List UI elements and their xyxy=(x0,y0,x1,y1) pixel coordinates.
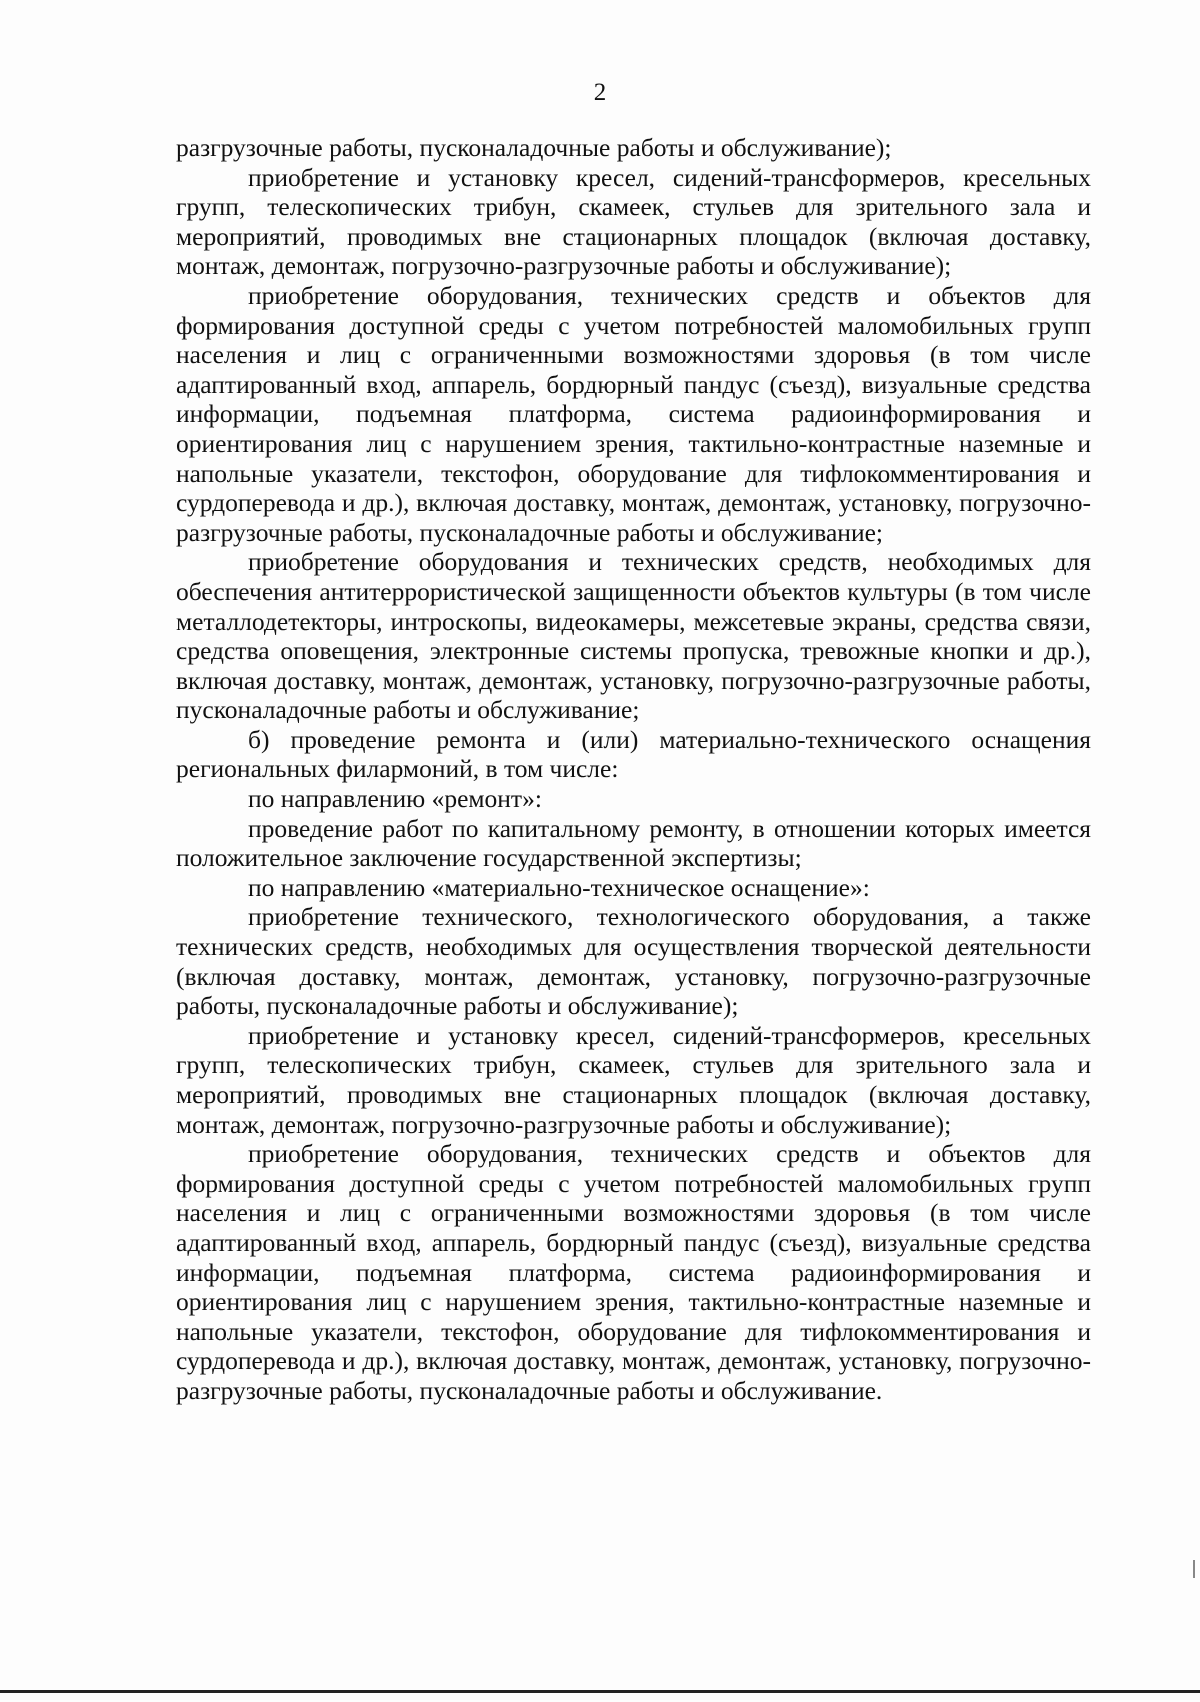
paragraph-subsection-b: б) проведение ремонта и (или) материально-технического оснащения региональных филармоний, в том числе: xyxy=(176,724,1091,784)
paragraph-direction-heading: по направлению «материально-техническое оснащение»: xyxy=(248,872,870,902)
paragraph-continuation: разгрузочные работы, пусконаладочные работы и обслуживание); xyxy=(176,133,892,162)
paragraph: приобретение технического, технологического оборудования, а также технических средств, необходимых для осуществления творческой деятельности (включая доставку, монтаж, демонтаж, установку, погрузочно-разгрузочные работы, пусконаладочные работы и обслуживание); xyxy=(176,902,1091,1021)
paragraph: приобретение оборудования, технических средств и объектов для формирования доступной среды с учетом потребностей маломобильных групп населения и лиц с ограниченными возможностями здоровья (в том числе адаптированный вход, аппарель, бордюрный пандус (съезд), визуальные средства информации, подъемная платформа, система радиоинформирования и ориентирования лиц с нарушением зрения, тактильно-контрастные наземные и напольные указатели, текстофон, оборудование для тифлокомментирования и сурдоперевода и др.), включая доставку, монтаж, демонтаж, установку, погрузочно-разгрузочные работы, пусконаладочные работы и обслуживание; xyxy=(176,280,1091,547)
paragraph-direction-heading: по направлению «ремонт»: xyxy=(248,784,542,814)
paragraph: приобретение и установку кресел, сидений-трансформеров, кресельных групп, телескопических трибун, скамеек, стульев для зрительного зала и мероприятий, проводимых вне стационарных площадок (включая доставку, монтаж, демонтаж, погрузочно-разгрузочные работы и обслуживание); xyxy=(176,162,1091,281)
page-number: 2 xyxy=(593,79,607,106)
bottom-scan-edge xyxy=(0,1690,1200,1693)
paragraph: проведение работ по капитальному ремонту, в отношении которых имеется положительное заключение государственной экспертизы; xyxy=(176,813,1091,873)
scan-artifact-mark xyxy=(1193,1560,1195,1578)
paragraph: приобретение оборудования и технических средств, необходимых для обеспечения антитеррористической защищенности объектов культуры (в том числе металлодетекторы, интроскопы, видеокамеры, межсетевые экраны, средства связи, средства оповещения, электронные системы пропуска, тревожные кнопки и др.), включая доставку, монтаж, демонтаж, установку, погрузочно-разгрузочные работы, пусконаладочные работы и обслуживание; xyxy=(176,547,1091,725)
document-body xyxy=(176,133,1091,1406)
paragraph: приобретение и установку кресел, сидений-трансформеров, кресельных групп, телескопических трибун, скамеек, стульев для зрительного зала и мероприятий, проводимых вне стационарных площадок (включая доставку, монтаж, демонтаж, погрузочно-разгрузочные работы и обслуживание); xyxy=(176,1020,1091,1139)
paragraph: приобретение оборудования, технических средств и объектов для формирования доступной среды с учетом потребностей маломобильных групп населения и лиц с ограниченными возможностями здоровья (в том числе адаптированный вход, аппарель, бордюрный пандус (съезд), визуальные средства информации, подъемная платформа, система радиоинформирования и ориентирования лиц с нарушением зрения, тактильно-контрастные наземные и напольные указатели, текстофон, оборудование для тифлокомментирования и сурдоперевода и др.), включая доставку, монтаж, демонтаж, установку, погрузочно-разгрузочные работы, пусконаладочные работы и обслуживание. xyxy=(176,1139,1091,1405)
